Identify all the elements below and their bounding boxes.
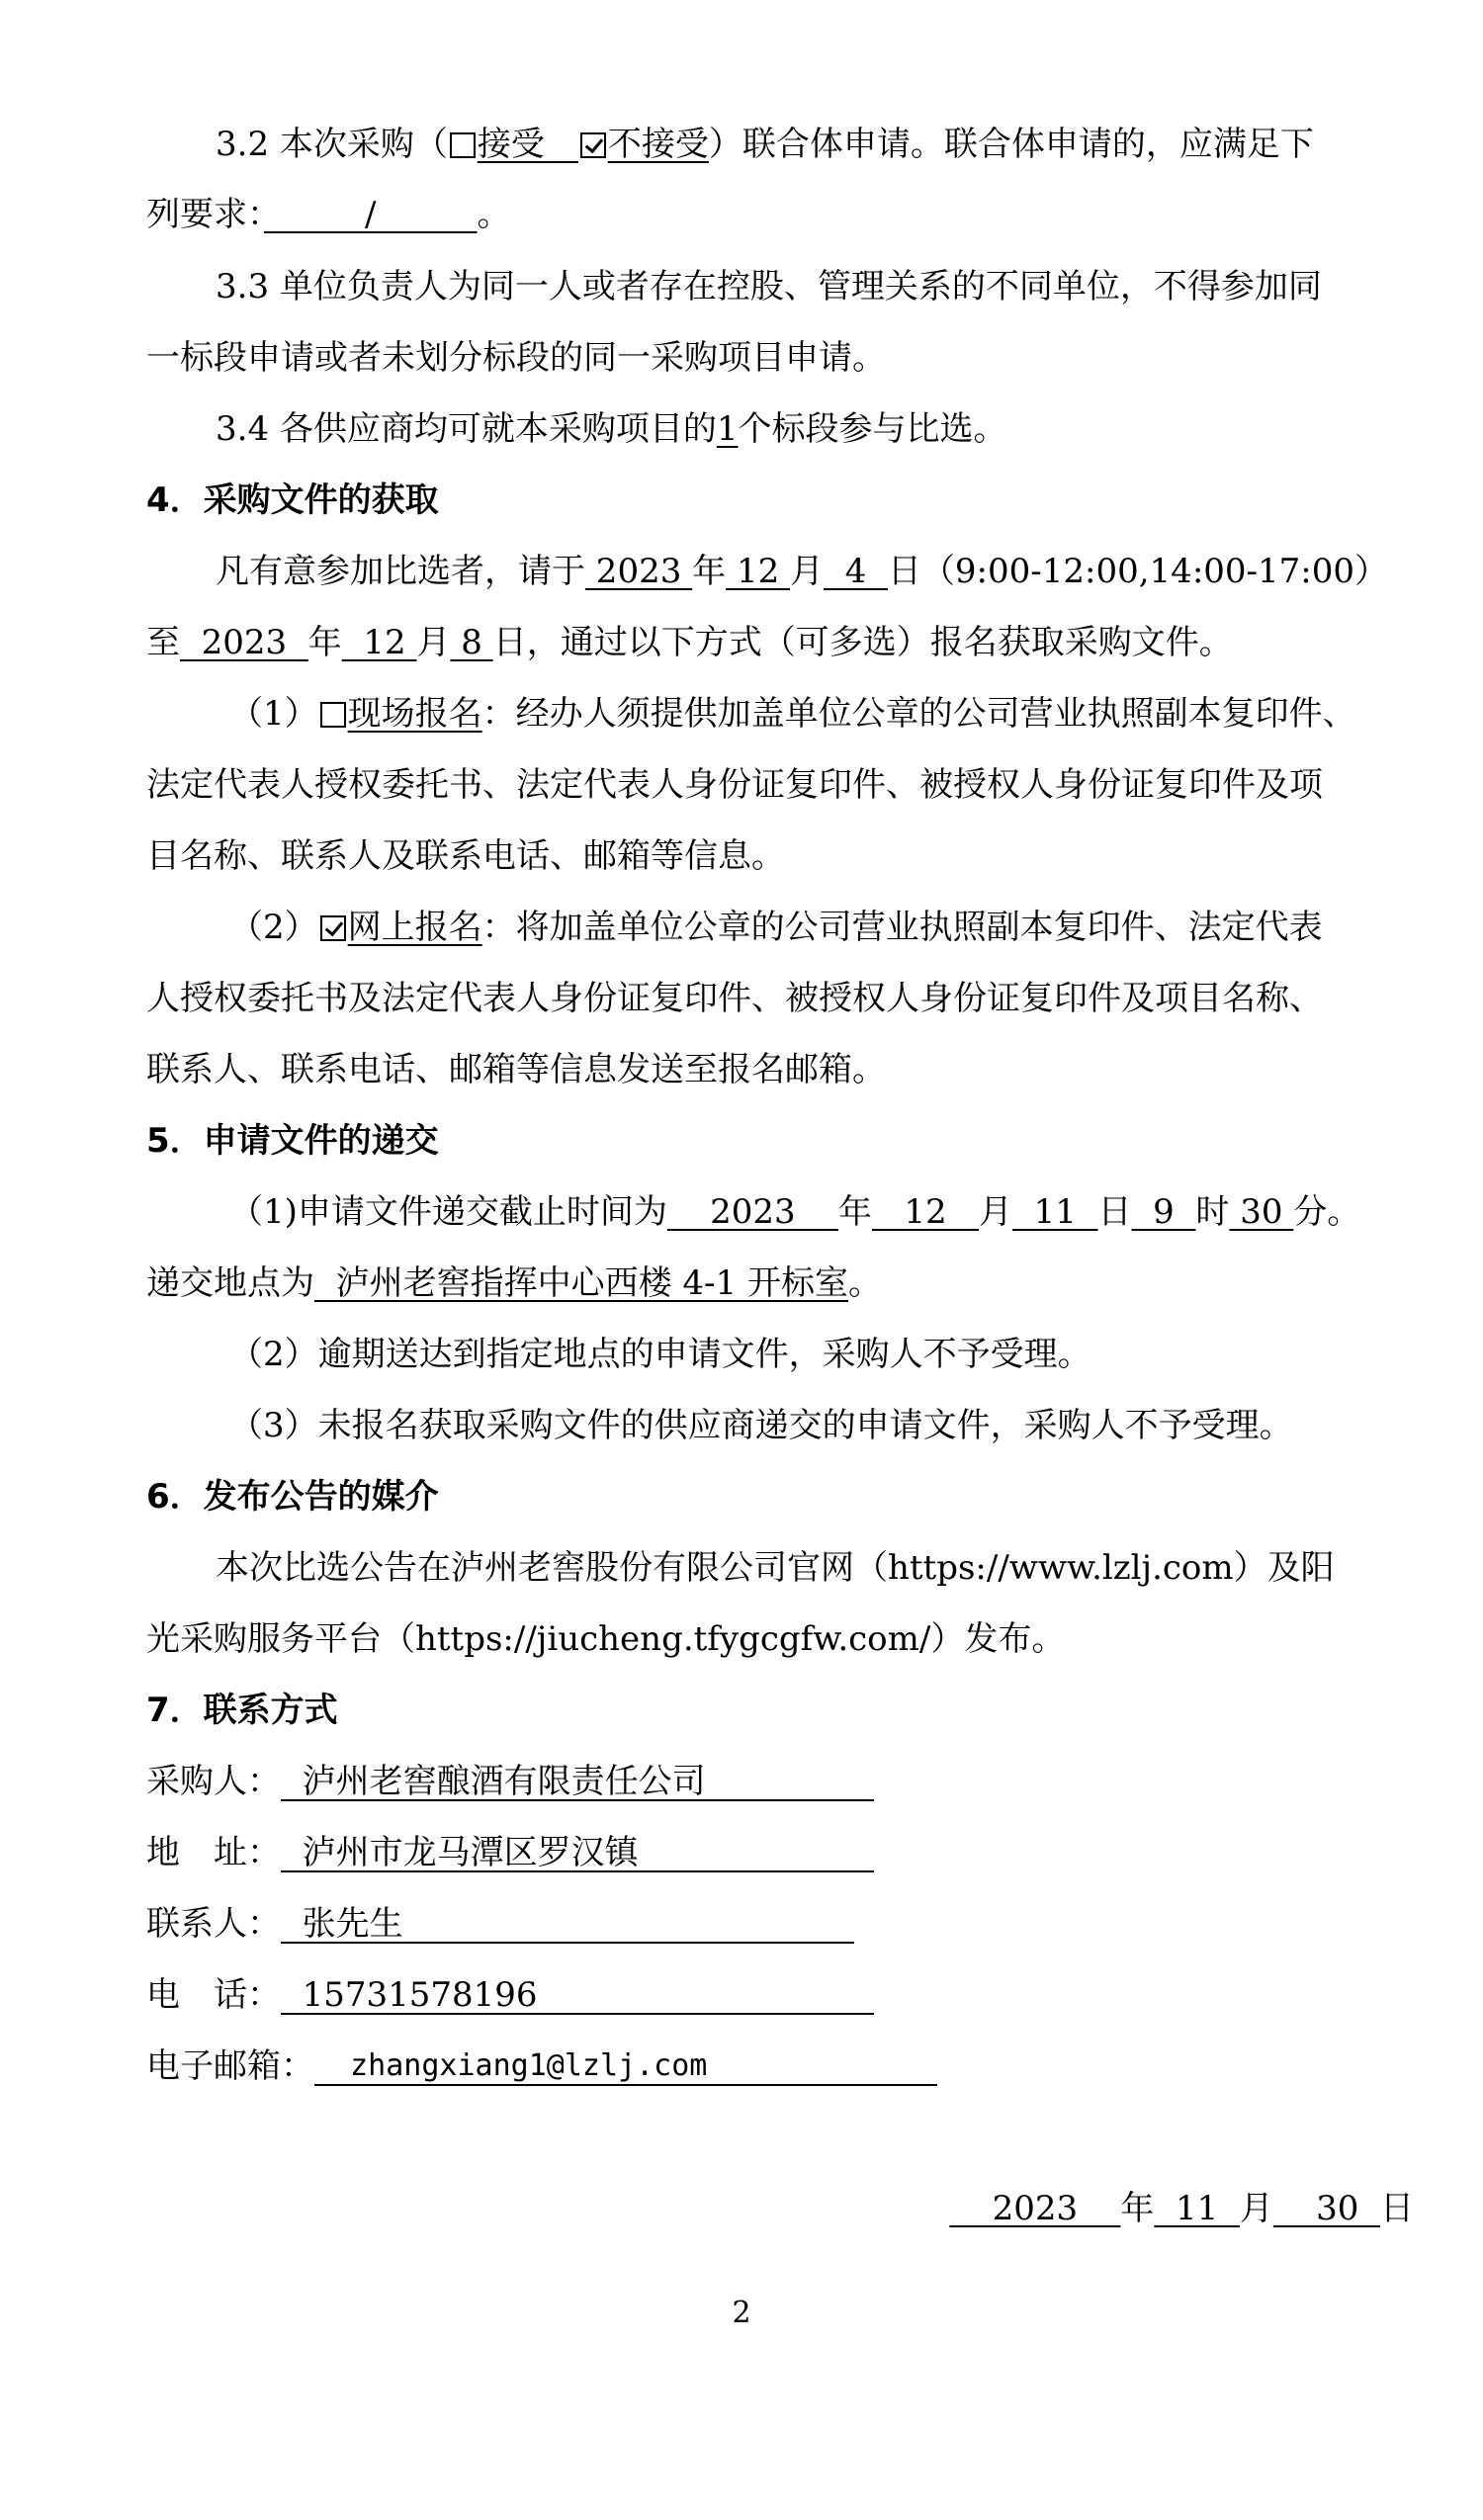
lot-count: 1 xyxy=(716,409,739,449)
deadline-minute-label: 分。 xyxy=(1293,1192,1361,1232)
deadline-year: 2023 xyxy=(666,1192,838,1232)
not-accept-option: 不接受 xyxy=(607,125,709,164)
s4-year-label-2: 年 xyxy=(307,623,342,662)
contact-phone xyxy=(146,1973,1414,2017)
contact-address xyxy=(146,1831,1414,1874)
section-7-heading: 7．联系方式 xyxy=(146,1691,338,1730)
clause-3-4-text: 3.4 各供应商均可就本采购项目的 xyxy=(216,409,717,449)
s4-text-end: 日，通过以下方式（可多选）报名获取采购文件。 xyxy=(492,623,1233,662)
start-year: 2023 xyxy=(585,552,693,591)
end-day: 8 xyxy=(450,623,493,662)
online-registration-line-1 xyxy=(229,906,1414,949)
online-registration-line-2: 人授权委托书及法定代表人身份证复印件、被授权人身份证复印件及项目名称、 xyxy=(146,979,1323,1018)
date-month: 11 xyxy=(1154,2189,1240,2228)
section-6-line-2: 光采购服务平台（https://jiucheng.tfygcgfw.com/）发布。 xyxy=(146,1619,1066,1659)
page-number: 2 xyxy=(732,2296,751,2330)
email-value: zhangxiang1@lzlj.com xyxy=(314,2044,937,2086)
onsite-checkbox xyxy=(320,702,346,728)
s4-year-label: 年 xyxy=(692,552,727,591)
onsite-registration-line-3: 目名称、联系人及联系电话、邮箱等信息。 xyxy=(146,836,785,876)
deadline-hour: 9 xyxy=(1131,1192,1196,1232)
clause-3-2-line-1 xyxy=(216,123,1414,166)
date-month-label: 月 xyxy=(1239,2189,1273,2228)
clause-3-2-text-b: ）联合体申请。联合体申请的，应满足下 xyxy=(708,125,1314,164)
location-period: 。 xyxy=(847,1263,882,1303)
onsite-registration-line-1 xyxy=(229,692,1414,736)
online-checkbox xyxy=(320,915,346,941)
not-accept-checkbox xyxy=(580,132,606,158)
section-6-heading: 6．发布公告的媒介 xyxy=(146,1477,439,1517)
section-5-item-2: （2）逾期送达到指定地点的申请文件，采购人不予受理。 xyxy=(229,1335,1091,1374)
address-value: 泸州市龙马潭区罗汉镇 xyxy=(281,1831,874,1872)
clause-3-3-line-1: 3.3 单位负责人为同一人或者存在控股、管理关系的不同单位，不得参加同 xyxy=(216,267,1322,306)
online-text: ：将加盖单位公章的公司营业执照副本复印件、法定代表 xyxy=(481,908,1323,947)
clause-3-2-line-2 xyxy=(146,193,1414,236)
accept-option: 接受 xyxy=(477,125,545,164)
s4-hours: 日（9:00-12:00,14:00-17:00） xyxy=(887,552,1389,591)
clause-3-4 xyxy=(216,407,1414,451)
location-label: 递交地点为 xyxy=(146,1263,314,1303)
deadline-year-label: 年 xyxy=(837,1192,872,1232)
requirements-label: 列要求： xyxy=(146,195,264,234)
clause-3-3-line-2: 一标段申请或者未划分标段的同一采购项目申请。 xyxy=(146,338,886,378)
contact-buyer xyxy=(146,1760,1414,1803)
section-4-heading: 4．采购文件的获取 xyxy=(146,480,439,520)
accept-checkbox xyxy=(450,132,476,158)
contact-email xyxy=(146,2044,1414,2088)
onsite-text: ：经办人须提供加盖单位公章的公司营业执照副本复印件、 xyxy=(481,694,1356,734)
section-5-line-2 xyxy=(146,1261,1414,1305)
section-4-line-1 xyxy=(216,550,1414,593)
deadline-day-label: 日 xyxy=(1097,1192,1132,1232)
online-registration-line-3: 联系人、联系电话、邮箱等信息发送至报名邮箱。 xyxy=(146,1050,886,1089)
start-day: 4 xyxy=(824,552,888,591)
onsite-registration-line-2: 法定代表人授权委托书、法定代表人身份证复印件、被授权人身份证复印件及项 xyxy=(146,765,1323,805)
person-label: 联系人： xyxy=(146,1904,281,1944)
buyer-label: 采购人： xyxy=(146,1762,281,1801)
date-year-label: 年 xyxy=(1120,2189,1155,2228)
deadline-month-label: 月 xyxy=(979,1192,1013,1232)
section-6-line-1: 本次比选公告在泸州老窖股份有限公司官网（https://www.lzlj.com）及阳 xyxy=(216,1548,1335,1588)
date-day-label: 日 xyxy=(1380,2189,1414,2228)
onsite-registration-label: 现场报名 xyxy=(347,694,482,734)
deadline-day: 11 xyxy=(1012,1192,1098,1232)
phone-label: 电 话： xyxy=(146,1975,281,2015)
section-5-item-3: （3）未报名获取采购文件的供应商递交的申请文件，采购人不予受理。 xyxy=(229,1406,1293,1445)
date-year: 2023 xyxy=(949,2189,1121,2228)
section-4-line-2 xyxy=(146,621,1414,664)
item-2-number: （2） xyxy=(229,908,318,947)
buyer-value: 泸州老窖酿酒有限责任公司 xyxy=(281,1760,874,1801)
deadline-text: （1)申请文件递交截止时间为 xyxy=(229,1192,667,1232)
item-1-number: （1） xyxy=(229,694,318,734)
s4-text-a: 凡有意参加比选者，请于 xyxy=(216,552,585,591)
end-year: 2023 xyxy=(180,623,308,662)
deadline-month: 12 xyxy=(871,1192,980,1232)
online-registration-label: 网上报名 xyxy=(347,908,482,947)
s4-month-label-2: 月 xyxy=(416,623,451,662)
section-5-line-1 xyxy=(229,1190,1414,1234)
submission-location: 泸州老窖指挥中心西楼 4-1 开标室 xyxy=(314,1263,848,1303)
deadline-hour-label: 时 xyxy=(1195,1192,1230,1232)
s4-month-label: 月 xyxy=(790,552,825,591)
date-day: 30 xyxy=(1272,2189,1380,2228)
contact-person xyxy=(146,1902,1414,1946)
document-date xyxy=(949,2187,1414,2230)
section-5-heading: 5．申请文件的递交 xyxy=(146,1121,439,1161)
clause-3-2-text: 3.2 本次采购（ xyxy=(216,125,448,164)
start-month: 12 xyxy=(726,552,791,591)
requirements-field: / xyxy=(264,195,478,234)
address-label: 地 址： xyxy=(146,1833,281,1872)
deadline-minute: 30 xyxy=(1229,1192,1294,1232)
period: 。 xyxy=(477,195,511,234)
s4-to: 至 xyxy=(146,623,180,662)
email-label: 电子邮箱： xyxy=(146,2046,314,2086)
phone-value: 15731578196 xyxy=(281,1973,874,2015)
person-value: 张先生 xyxy=(281,1902,854,1944)
clause-3-4-text-b: 个标段参与比选。 xyxy=(738,409,1007,449)
end-month: 12 xyxy=(341,623,417,662)
